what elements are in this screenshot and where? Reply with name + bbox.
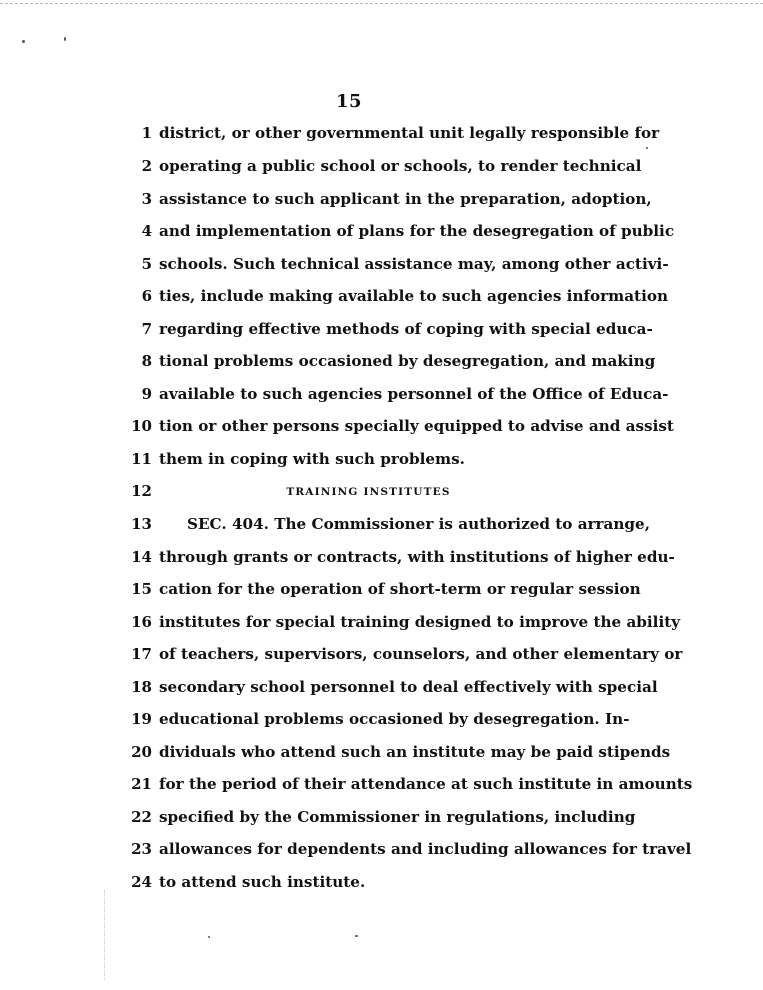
text-line (0, 870, 763, 896)
line-text: SEC. 404. The Commissioner is authorized to arrange, (187, 515, 651, 533)
line-number: 11 (131, 450, 152, 468)
page-top-border (0, 3, 763, 4)
line-number: 14 (131, 548, 152, 566)
line-text: cation for the operation of short-term or regular session (159, 580, 641, 598)
line-number: 6 (141, 287, 152, 305)
text-line (0, 317, 763, 343)
line-text: schools. Such technical assistance may, among other activi- (159, 255, 669, 273)
line-text: secondary school personnel to deal effectively with special (159, 678, 658, 696)
line-number: 3 (141, 190, 152, 208)
line-number: 16 (131, 613, 152, 631)
line-number: 4 (141, 222, 152, 240)
line-number: 22 (131, 808, 152, 826)
line-number: 9 (141, 385, 152, 403)
line-text: tion or other persons specially equipped to advise and assist (159, 417, 674, 435)
text-line (0, 187, 763, 213)
text-line (0, 512, 763, 538)
scan-margin-noise (104, 890, 145, 980)
text-line (0, 740, 763, 766)
line-number: 10 (131, 417, 152, 435)
text-line (0, 545, 763, 571)
line-number: 8 (141, 352, 152, 370)
line-text: through grants or contracts, with institutions of higher edu- (159, 548, 675, 566)
scan-speck (22, 40, 25, 43)
line-text: of teachers, supervisors, counselors, and other elementary or (159, 645, 683, 663)
text-line (0, 610, 763, 636)
text-line (0, 772, 763, 798)
line-text: district, or other governmental unit legally responsible for (159, 124, 660, 142)
line-number: 19 (131, 710, 152, 728)
text-line (0, 284, 763, 310)
line-number: 13 (131, 515, 152, 533)
text-line (0, 447, 763, 473)
line-number: 17 (131, 645, 152, 663)
section-heading: TRAINING INSTITUTES (286, 486, 451, 498)
line-text: dividuals who attend such an institute may be paid stipends (159, 743, 671, 761)
scan-speck (64, 37, 66, 41)
line-text: them in coping with such problems. (159, 450, 465, 468)
text-line (0, 154, 763, 180)
text-line (0, 349, 763, 375)
page-number: 15 (336, 91, 363, 112)
line-number: 21 (131, 775, 152, 793)
line-text: allowances for dependents and including allowances for travel (159, 840, 692, 858)
text-line (0, 577, 763, 603)
line-text: and implementation of plans for the desegregation of public (159, 222, 675, 240)
line-text: assistance to such applicant in the preparation, adoption, (159, 190, 652, 208)
scan-speck (646, 147, 648, 149)
text-line (0, 252, 763, 278)
line-number: 18 (131, 678, 152, 696)
line-text: for the period of their attendance at such institute in amounts (159, 775, 693, 793)
line-text: ties, include making available to such agencies information (159, 287, 669, 305)
line-number: 15 (131, 580, 152, 598)
text-line (0, 837, 763, 863)
text-line (0, 414, 763, 440)
text-line (0, 382, 763, 408)
text-line (0, 219, 763, 245)
text-line (0, 642, 763, 668)
line-number: 20 (131, 743, 152, 761)
line-number: 24 (131, 873, 152, 891)
text-line (0, 121, 763, 147)
line-text: available to such agencies personnel of the Office of Educa- (159, 385, 669, 403)
line-text: operating a public school or schools, to render technical (159, 157, 642, 175)
line-number: 2 (141, 157, 152, 175)
line-number: 1 (141, 124, 152, 142)
text-line (0, 707, 763, 733)
line-number: 12 (131, 482, 152, 500)
line-number: 5 (141, 255, 152, 273)
line-text: tional problems occasioned by desegregation, and making (159, 352, 656, 370)
scan-speck (355, 935, 358, 937)
line-text: regarding effective methods of coping with special educa- (159, 320, 653, 338)
line-text: specified by the Commissioner in regulations, including (159, 808, 636, 826)
line-text: educational problems occasioned by desegregation. In- (159, 710, 630, 728)
text-line (0, 805, 763, 831)
line-text: to attend such institute. (159, 873, 366, 891)
text-line (0, 675, 763, 701)
scan-speck (208, 936, 210, 938)
line-text: institutes for special training designed to improve the ability (159, 613, 681, 631)
line-number: 7 (141, 320, 152, 338)
section-heading-line (0, 479, 763, 505)
line-number: 23 (131, 840, 152, 858)
